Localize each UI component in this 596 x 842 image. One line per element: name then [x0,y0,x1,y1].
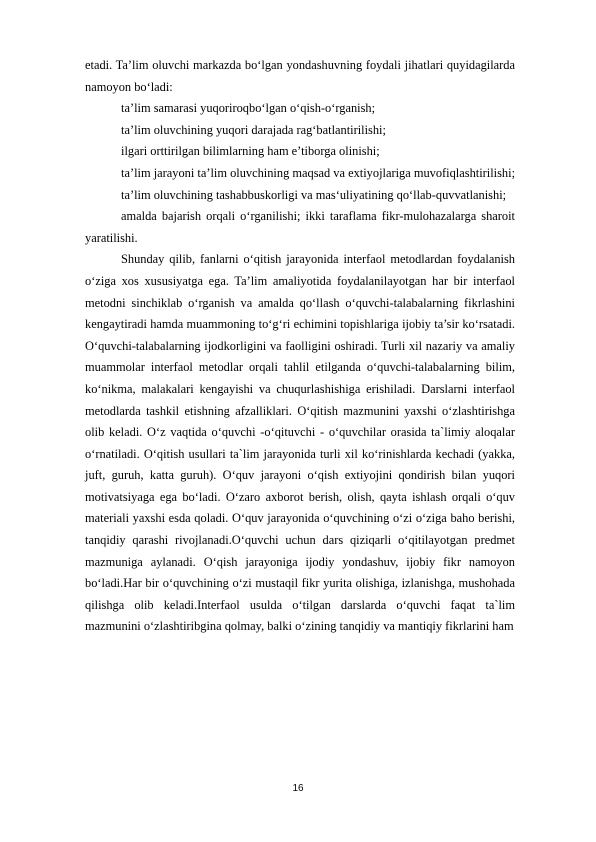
paragraph-continuation: etadi. Ta’lim oluvchi markazda bo‘lgan yondashuvning foydali jihatlari quyidagilarda namoyon bo‘ladi: [85,58,515,94]
list-item-goals-alignment: ta’lim jarayoni ta’lim oluvchining maqsad va extiyojlariga muvofiqlashtirilishi; [121,165,516,180]
list-item-motivation: ta’lim oluvchining yuqori darajada rag‘batlantirilishi; [121,122,386,137]
list-item-learning-efficiency: ta’lim samarasi yuqoriroqbo‘lgan o‘qish-o‘rganish; [121,101,376,116]
list-item-prior-knowledge: ilgari orttirilgan bilimlarning ham e’tiborga olinishi; [121,144,380,159]
list-item-learning-by-doing: amalda bajarish orqali o‘rganilishi; ikki taraflama fikr-mulohazalarga sharoit yaratilishi. [85,209,515,245]
page-body [85,55,515,638]
paragraph-interactive-methods: Shunday qilib, fanlarni o‘qitish jarayonida interfaol metodlardan foydalanish o‘ziga xos xususiyatga ega. Ta’lim amaliyotida foydalanilayotgan har bir interfaol metodni sinchiklab o‘rganish va amalda qo‘llash o‘quvchi-talabalarning fikrlashini kengaytiradi hamda muammoning to‘g‘ri echimini topishlariga ijobiy ta’sir ko‘rsatadi. O‘quvchi-talabalarning ijodkorligini va faolligini oshiradi. Turli xil nazariy va amaliy muammolar interfaol metodlar orqali tahlil etilganda o‘quvchi-talabalarning bilim, ko‘nikma, malakalari kengayishi va chuqurlashishiga erishiladi. Darslarni interfaol metodlarda tashkil etishning afzalliklari. O‘qitish mazmunini yaxshi o‘zlashtirishga olib keladi. O‘z vaqtida o‘quvchi -o‘qituvchi - o‘quvchilar orasida ta`limiy aloqalar o‘rnatiladi. O‘qitish usullari ta`lim jarayonida turli xil ko‘rinishlarda kechadi (yakka, juft, guruh, katta guruh). O‘quv jarayoni o‘qish extiyojini qondirish bilan yuqori motivatsiyaga ega bo‘ladi. O‘zaro axborot berish, olish, qayta ishlash orqali o‘quv materiali yaxshi esda qoladi. O‘quv jarayonida o‘quvchining o‘zi o‘ziga baho berishi, tanqidiy qarashi rivojlanadi.O‘quvchi uchun dars qiziqarli o‘qitilayotgan predmet mazmuniga aylanadi. O‘qish jarayoniga ijodiy yondashuv, ijobiy fikr namoyon bo‘ladi.Har bir o‘quvchining o‘zi mustaqil fikr yurita olishiga, izlanishga, mushohada qilishga olib keladi.Interfaol usulda o‘tilgan darslarda o‘quvchi faqat ta`lim mazmunini o‘zlashtiribgina qolmay, balki o‘zining tanqidiy va mantiqiy fikrlarini ham [85,252,515,634]
list-item-initiative: ta’lim oluvchining tashabbuskorligi va mas‘uliyatining qo‘llab-quvvatlanishi; [121,187,507,202]
page-number: 16 [292,783,304,794]
